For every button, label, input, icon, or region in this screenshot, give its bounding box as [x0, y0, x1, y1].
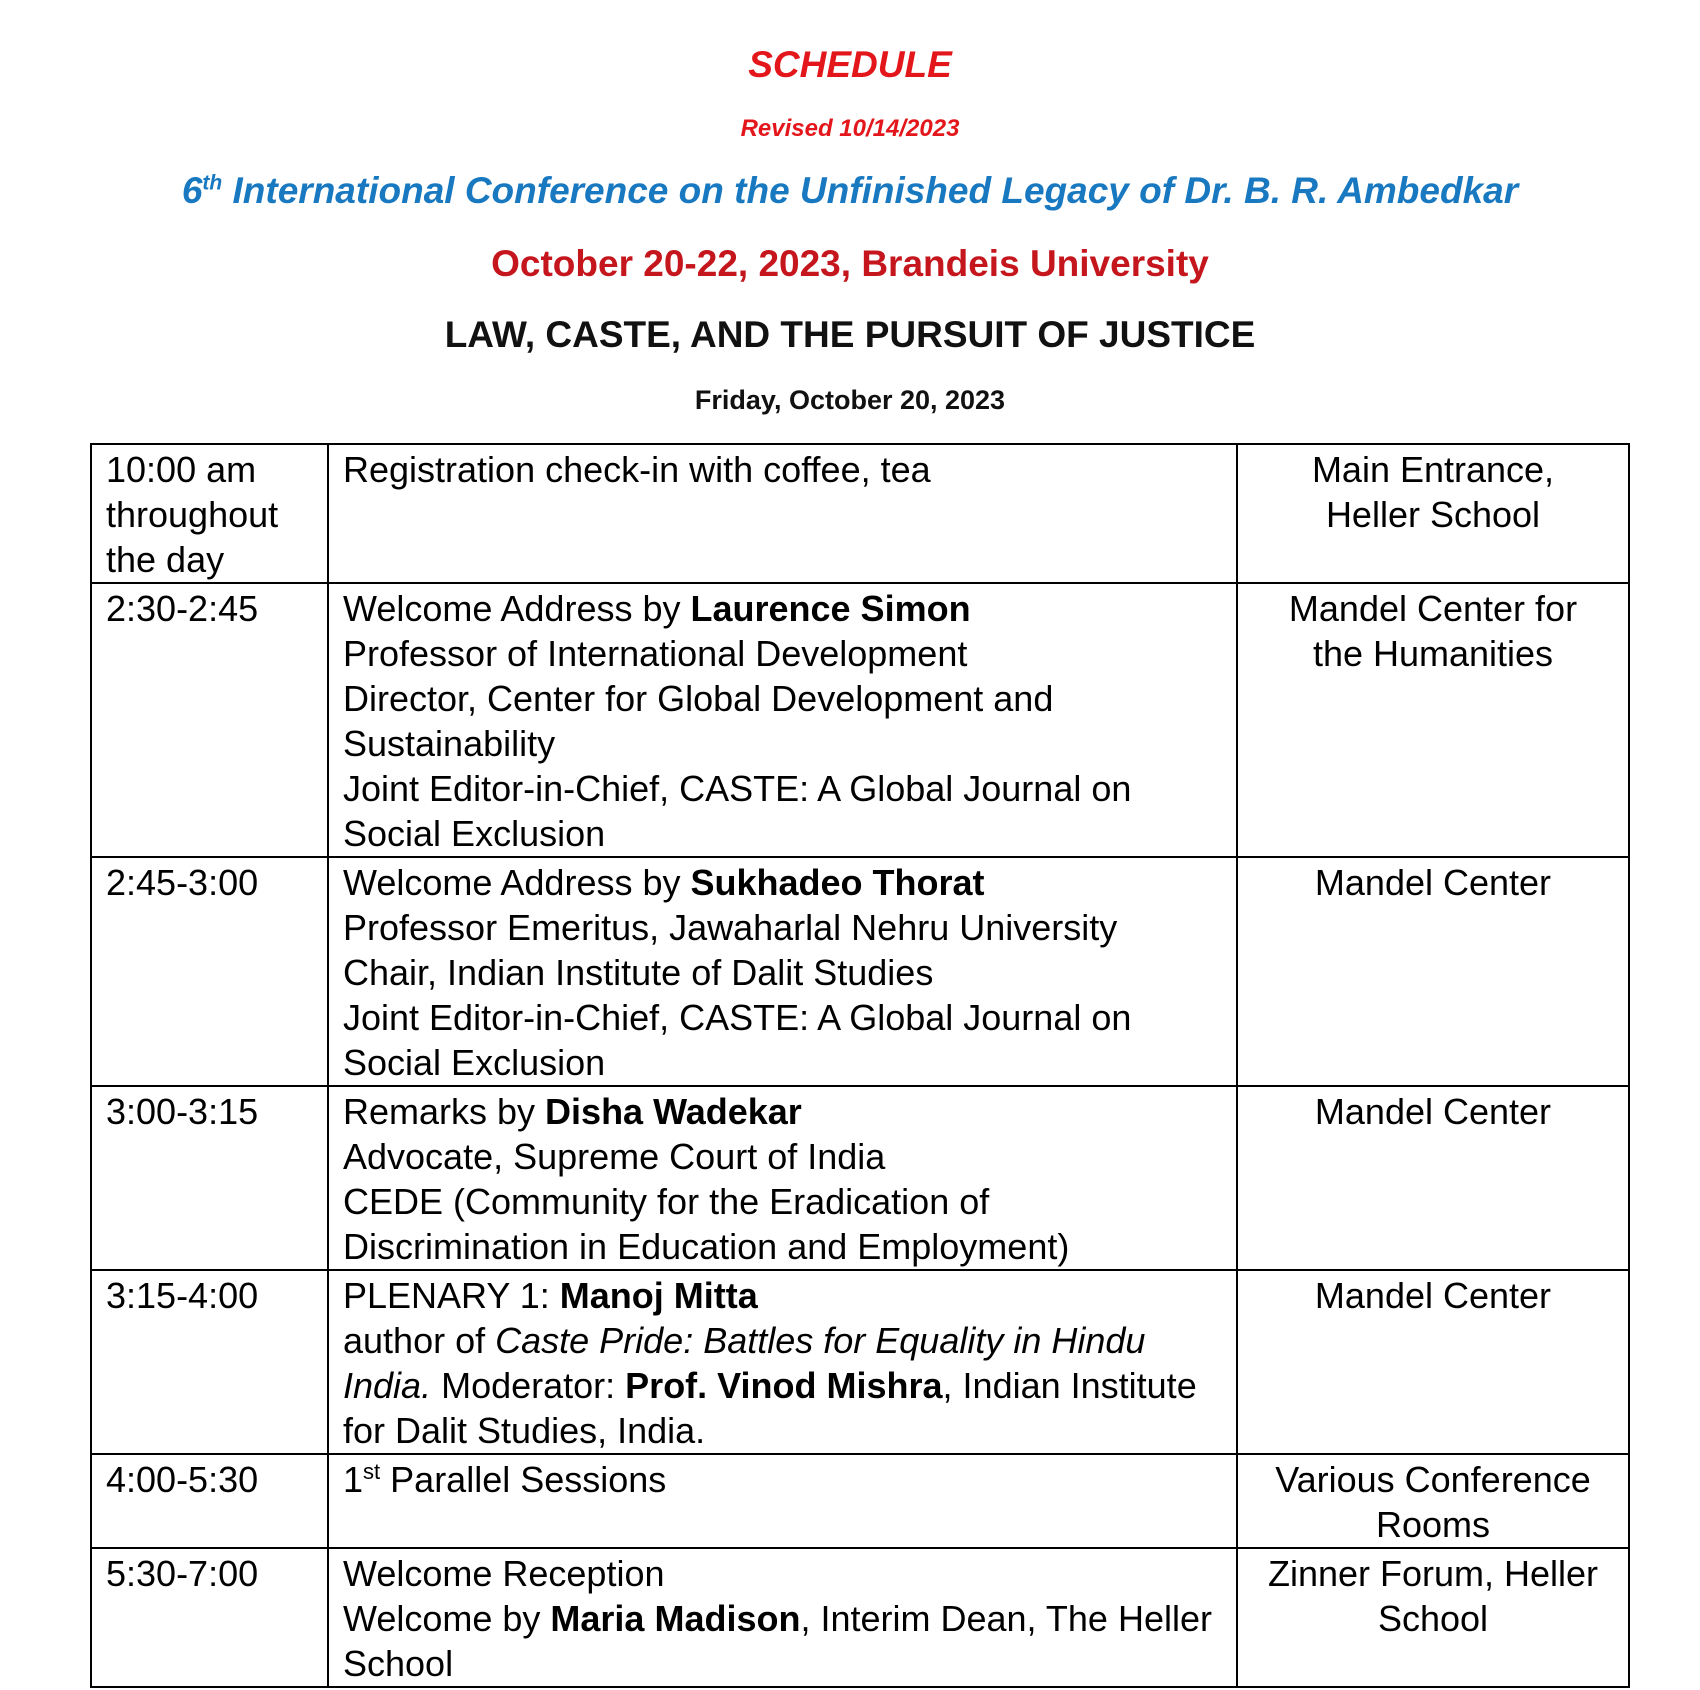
book-title: Caste Pride: Battles for Equality in Hindu India.	[343, 1320, 1146, 1406]
location-line: Various Conference	[1275, 1459, 1591, 1500]
event-title	[343, 1273, 1222, 1318]
location-cell	[1237, 444, 1629, 583]
moderator-affiliation: , Indian Institute for Dalit Studies, India.	[343, 1365, 1197, 1451]
description-cell	[328, 1454, 1237, 1548]
table-row	[91, 1086, 1629, 1270]
location-line: Heller School	[1325, 494, 1541, 535]
speaker-name: Manoj Mitta	[559, 1275, 758, 1316]
table-row	[91, 1548, 1629, 1687]
speaker-title: Director, Center for Global Development and Sustainability	[343, 678, 1054, 764]
session-ordinal-number: 1	[343, 1459, 364, 1500]
location-line: Mandel Center	[1314, 1275, 1552, 1316]
location-cell	[1237, 1270, 1629, 1454]
location-line: Rooms	[1375, 1504, 1491, 1545]
location-line: Main Entrance,	[1311, 449, 1555, 490]
event-lead: Welcome Address by	[343, 588, 691, 629]
location-cell	[1237, 857, 1629, 1086]
event-lead: PLENARY 1:	[343, 1275, 560, 1316]
location-cell	[1237, 1548, 1629, 1687]
speaker-title: Joint Editor-in-Chief, CASTE: A Global Journal on Social Exclusion	[343, 997, 1132, 1083]
event-lead: Welcome by	[343, 1598, 551, 1639]
event-lead: Remarks by	[343, 1091, 546, 1132]
event-title	[343, 586, 1222, 631]
time-line: 3:15-4:00	[106, 1275, 259, 1316]
schedule-heading: SCHEDULE	[748, 44, 952, 85]
speaker-name: Sukhadeo Thorat	[690, 862, 985, 903]
dates-venue: October 20-22, 2023, Brandeis University	[491, 243, 1209, 284]
location-line: the Humanities	[1312, 633, 1554, 674]
moderator-name: Prof. Vinod Mishra	[625, 1365, 943, 1406]
speaker-title: Joint Editor-in-Chief, CASTE: A Global Journal on Social Exclusion	[343, 768, 1132, 854]
speaker-title: Advocate, Supreme Court of India	[343, 1136, 886, 1177]
location-cell	[1237, 1454, 1629, 1548]
speaker-title: Professor Emeritus, Jawaharlal Nehru University	[343, 907, 1118, 948]
table-row	[91, 1454, 1629, 1548]
description-cell	[328, 1270, 1237, 1454]
conference-ordinal-number: 6	[181, 170, 203, 211]
description-cell	[328, 583, 1237, 857]
location-cell	[1237, 1086, 1629, 1270]
conference-ordinal-suffix: th	[202, 171, 223, 195]
event-lead: Welcome Address by	[343, 862, 691, 903]
time-line: 4:00-5:30	[106, 1459, 259, 1500]
time-cell	[91, 1454, 328, 1548]
event-description: Registration check-in with coffee, tea	[343, 449, 931, 490]
table-row	[91, 857, 1629, 1086]
speaker-name: Disha Wadekar	[545, 1091, 802, 1132]
location-cell	[1237, 583, 1629, 857]
description-cell	[328, 1548, 1237, 1687]
speaker-role: , Interim Dean, The Heller School	[343, 1598, 1212, 1684]
description-cell	[328, 857, 1237, 1086]
conference-title-text: International Conference on the Unfinished Legacy of Dr. B. R. Ambedkar	[222, 170, 1519, 211]
event-description: Welcome Reception	[343, 1553, 665, 1594]
schedule-table	[90, 443, 1630, 1688]
time-line: 3:00-3:15	[106, 1091, 259, 1132]
time-line: 10:00 am	[106, 449, 257, 490]
event-title	[343, 1089, 1222, 1134]
time-cell	[91, 1086, 328, 1270]
plenary-details	[343, 1318, 1222, 1453]
table-row	[91, 444, 1629, 583]
conference-theme: LAW, CASTE, AND THE PURSUIT OF JUSTICE	[444, 314, 1256, 355]
event-title	[343, 1596, 1222, 1686]
time-line: the day	[106, 539, 225, 580]
table-row	[91, 1270, 1629, 1454]
location-line: School	[1377, 1598, 1489, 1639]
time-cell	[91, 1548, 328, 1687]
speaker-name: Maria Madison	[550, 1598, 801, 1639]
event-title	[343, 860, 1222, 905]
time-line: 5:30-7:00	[106, 1553, 259, 1594]
location-line: Mandel Center for	[1288, 588, 1578, 629]
time-line: throughout	[106, 494, 279, 535]
session-text: Parallel Sessions	[380, 1459, 667, 1500]
time-line: 2:45-3:00	[106, 862, 259, 903]
description-cell	[328, 444, 1237, 583]
session-ordinal-suffix: st	[363, 1459, 381, 1484]
time-cell	[91, 857, 328, 1086]
author-prefix: author of	[343, 1320, 496, 1361]
time-cell	[91, 583, 328, 857]
speaker-title: Professor of International Development	[343, 633, 968, 674]
location-line: Mandel Center	[1314, 1091, 1552, 1132]
time-line: 2:30-2:45	[106, 588, 259, 629]
time-cell	[91, 1270, 328, 1454]
speaker-name: Laurence Simon	[690, 588, 971, 629]
speaker-title: CEDE (Community for the Eradication of Discrimination in Education and Employment)	[343, 1181, 1070, 1267]
time-cell	[91, 444, 328, 583]
schedule-day: Friday, October 20, 2023	[694, 385, 1006, 415]
table-row	[91, 583, 1629, 857]
location-line: Mandel Center	[1314, 862, 1552, 903]
conference-title	[0, 170, 1700, 212]
description-cell	[328, 1086, 1237, 1270]
location-line: Zinner Forum, Heller	[1267, 1553, 1599, 1594]
event-description	[343, 1457, 1222, 1502]
revised-date: Revised 10/14/2023	[740, 115, 960, 142]
speaker-title: Chair, Indian Institute of Dalit Studies	[343, 952, 934, 993]
moderator-label: Moderator:	[431, 1365, 626, 1406]
